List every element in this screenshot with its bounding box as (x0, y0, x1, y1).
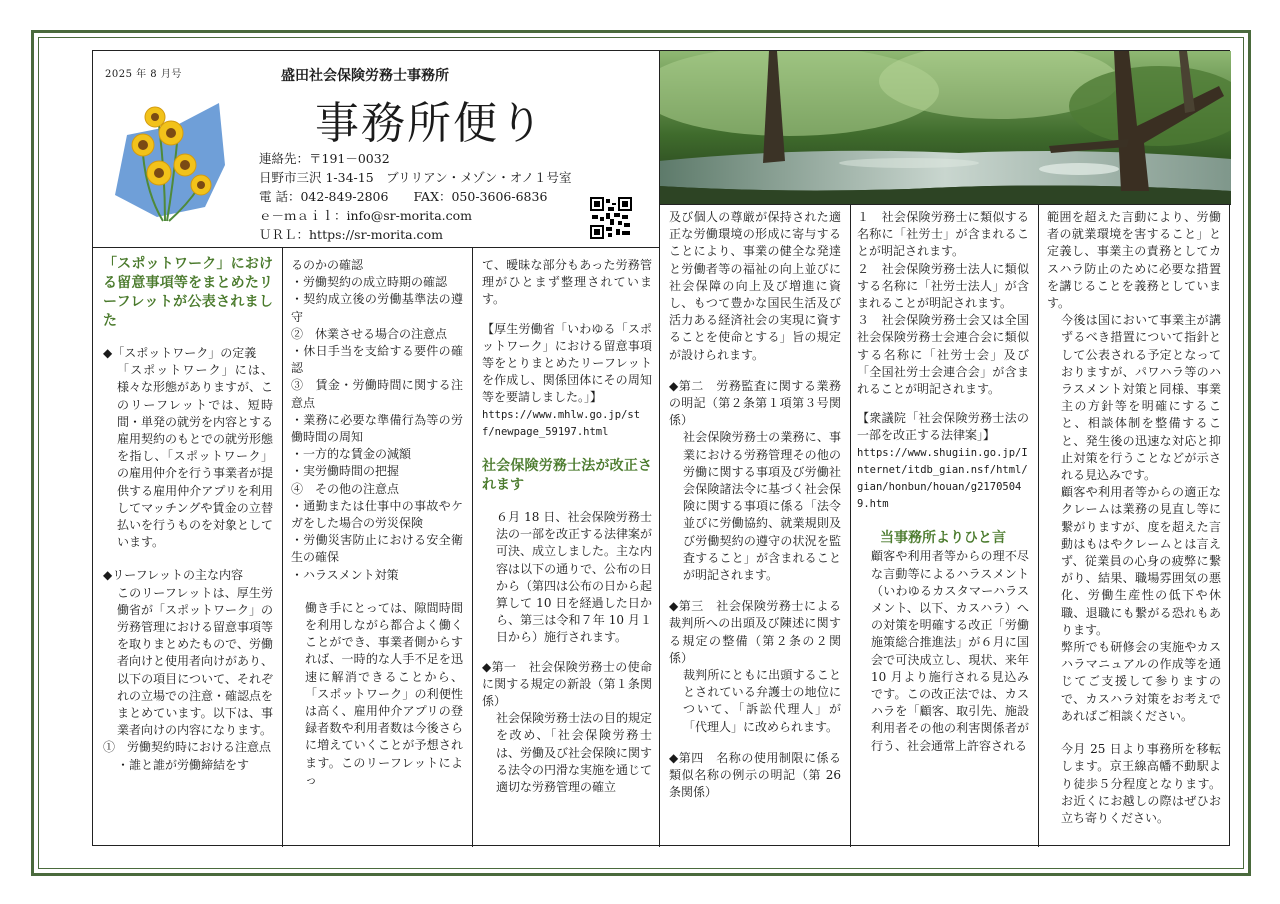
article-1-heading: ◆第一 社会保険労務士の使命に関する規定の新設（第１条関係） (482, 659, 652, 709)
contact-block (259, 149, 572, 244)
sharoushi-law-heading: 社会保険労務士法が改正されます (482, 458, 652, 494)
article-3-heading: ◆第三 社会保険労務士による裁判所への出頭及び陳述に関する規定の整備（第２条の２関係） (669, 599, 841, 665)
article-1-continued: 及び個人の尊厳が保持された適正な労働環境の形成に寄与することにより、事業の健全な発達と労働者等の福祉の向上並びに社会保障の向上及び増進に資し、もつて豊かな国民生活及び活力ある経済社会の実現に資することを使命とする」旨の規定が設けられます。 (669, 210, 841, 362)
harassment-definition-text: 範囲を超えた言動により、労働者の就業環境を害すること」と定義し、事業主の責務としてカスハラ防止のために必要な措置を講じることを義務としています。 (1047, 210, 1221, 311)
column-5 (857, 209, 1029, 843)
contact-phone-fax: 電 話：042-849-2806 FAX：050-3606-6836 (259, 189, 548, 204)
shugiin-link[interactable]: https://www.shugiin.go.jp/Internet/itdb_gian.nsf/html/gian/honbun/houan/g21705049.htm (857, 446, 1028, 511)
customer-harassment-text: 顧客や利用者等からの理不尽な言動等によるハラスメント（いわゆるカスタマーハラスメント、以下、カスハラ）への対策を明確する改正「労働施策総合推進法」が６月に国会で可決成立し、現状、来年 10 月より施行される見込みです。この改正法では、カスハラを「顧客、取引先、施設利用者その他の利害関係者が行う、社会通常上許容される (871, 549, 1029, 753)
complaint-text: 顧客や利用者等からの適正なクレームは業務の見直し等に繋がりますが、度を超えた言動はもはやクレームとは言えず、従業員の心身の疲弊に繋がり、結果、職場雰囲気の悪化、労働生産性の低下や休職、退職にも繋がる恐れもあります。 (1061, 485, 1221, 637)
contact-email[interactable]: ｅ－ｍａｉｌ：info@sr-morita.com (259, 208, 472, 223)
leaflet-contents-text: このリーフレットは、厚生労働省が「スポットワーク」の労務管理における留意事項等を取りまとめたもので、労働者向けと使用者向けがあり、以下の項目について、それぞれの立場での注意・確認点をまとめています。以下は、事業者向けの内容になります。 (117, 585, 273, 738)
column-6 (1047, 209, 1221, 843)
sunflower-illustration (107, 95, 231, 223)
checklist-line: ・労働災害防止における安全衛生の確保 (291, 533, 463, 565)
guideline-text: 今後は国において事業主が講ずるべき措置について指針として公表される予定となっておりますが、パワハラ等のハラスメント対策と同様、事業主の方針等を明確にすること、相談体制を整備すること、発生後の迅速な対応と抑止対策を行うことなどが示される見込みです。 (1061, 313, 1221, 483)
law-amendment-text: ６月 18 日、社会保険労務士法の一部を改正する法律案が可決、成立しました。主な内容は以下の通りで、公布の日から（第四は公布の日から起算して 10 日を経過した日から、第三は令和７年 10 月１日から）施行されます。 (496, 510, 652, 645)
name-restriction-item-3: ３ 社会保険労務士会又は全国社会保険労務士会連合会に類似する名称に「社労士会」及び「全国社労士会連合会」が含まれることが明記されます。 (857, 313, 1029, 397)
office-note-heading: 当事務所よりひと言 (880, 530, 1006, 547)
divider-col2 (472, 247, 473, 847)
checklist-line: ・業務に必要な準備行為等の労働時間の周知 (291, 412, 463, 445)
qr-code[interactable] (590, 197, 632, 239)
checklist-line: ・通勤または仕事中の事故やケガをした場合の労災保険 (291, 498, 463, 531)
column-4 (669, 209, 841, 843)
contact-address: 日野市三沢 1-34-15 ブリリアン・メゾン・オノ１号室 (259, 170, 572, 185)
checklist-line: ・一方的な賃金の減額 (291, 447, 412, 462)
spotwork-definition-text: 「スポットワーク」には、様々な形態がありますが、このリーフレットでは、短時間・単発の就労を内容とする雇用契約のもとでの就労形態を指し、「スポットワーク」の雇用仲介を行う事業者が提供する雇用仲介アプリを利用してマッチングや賃金の立替払いを行うものを対象としています。 (117, 363, 273, 550)
office-relocation-text: 今月 25 日より事務所を移転します。京王線高幡不動駅より徒歩５分程度となります。お近くにお越しの際はぜひお立ち寄りください。 (1061, 742, 1221, 825)
spotwork-heading: 「スポットワーク」における留意事項等をまとめたリーフレットが公表されました (103, 256, 273, 329)
forest-stream-photo (659, 51, 1231, 204)
article-2-heading: ◆第二 労務監査に関する業務の明記（第２条第１項第３号関係） (669, 378, 841, 428)
article-3-text: 裁判所にともに出頭することとされている弁護士の地位について、「訴訟代理人」が「代理人」に改められます。 (683, 668, 841, 734)
name-restriction-item-2: ２ 社会保険労務士法人に類似する名称に「社労士法人」が含まれることが明記されます。 (857, 261, 1029, 311)
spotwork-benefit-text: 働き手にとっては、隙間時間を利用しながら都合よく働くことができ、事業者側からすれば、一時的な人手不足を迅速に解消できることから、「スポットワーク」の利便性は高く、雇用仲介アプリの登録者数や利用者数は今後さらに増えていくことが予想されます。このリーフレットによっ (305, 600, 463, 787)
leaflet-contents-heading: ◆リーフレットの主な内容 (103, 568, 244, 583)
issue-date: 2025 年 8 月号 (105, 69, 182, 80)
mhlw-link[interactable]: https://www.mhlw.go.jp/stf/newpage_59197.html (482, 408, 641, 438)
divider-col1 (282, 247, 283, 847)
contact-postal: 連絡先：〒191－0032 (259, 151, 390, 166)
leaflet-item-1: ① 労働契約時における注意点 (103, 740, 272, 755)
mhlw-reference: 【厚生労働省「いわゆる「スポットワーク」における留意事項等をとりまとめたリーフレットを作成し、関係団体にその周知等を要請しました。」】 (482, 321, 652, 405)
checklist-line: ・ハラスメント対策 (291, 567, 399, 582)
article-2-text: 社会保険労務士の業務に、事業における労務管理その他の労働に関する事項及び労働社会保険諸法令に基づく社会保険に関する事項に係る「法令並びに労働協約、就業規則及び労働契約の遵守の状況を監査すること」が含まれることが明記されます。 (683, 430, 841, 583)
leaflet-summary-text: て、曖昧な部分もあった労務管理がひとまず整理されています。 (482, 258, 652, 307)
checklist-line: ④ その他の注意点 (291, 481, 400, 496)
divider-col5 (1038, 204, 1039, 847)
office-name: 盛田社会保険労務士事務所 (281, 68, 449, 84)
leaflet-item-1-sub: ・誰と誰が労働締結をす (117, 757, 250, 772)
name-restriction-item-1: １ 社会保険労務士に類似する名称に「社労士」が含まれることが明記されます。 (857, 210, 1029, 259)
checklist-line: ・実労働時間の把握 (291, 464, 400, 479)
column-1 (103, 255, 273, 843)
spotwork-definition-heading: ◆「スポットワーク」の定義 (103, 346, 257, 360)
column-2 (291, 257, 463, 843)
article-4-heading: ◆第四 名称の使用制限に係る類似名称の例示の明記（第 26 条関係） (669, 750, 841, 800)
checklist-line: ・労働契約の成立時期の確認 (291, 275, 448, 290)
divider-photo-bottom (659, 204, 1231, 205)
divider-header-bottom (93, 247, 659, 248)
article-1-text: 社会保険労務士法の目的規定を改め、「社会保険労務士は、労働及び社会保険に関する法令の円滑な実施を通じて適切な労務管理の確立 (496, 711, 652, 795)
contact-url[interactable]: ＵＲＬ：https://sr-morita.com (259, 227, 443, 242)
divider-photo-left (659, 51, 660, 847)
checklist-line: ② 休業させる場合の注意点 (291, 326, 448, 341)
checklist-line: ・契約成立後の労働基準法の遵守 (291, 292, 463, 324)
divider-col4 (850, 204, 851, 847)
checklist-line: ・休日手当を支給する要件の確認 (291, 344, 463, 376)
checklist-line: るのかの確認 (291, 258, 364, 272)
shugiin-reference: 【衆議院「社会保険労務士法の一部を改正する法律案」】 (857, 411, 1029, 443)
newsletter-sheet (92, 50, 1230, 846)
support-text: 弊所でも研修会の実施やカスハラマニュアルの作成等を通じてご支援して参りますので、カスハラ対策をお考えであればご相談ください。 (1061, 640, 1221, 723)
column-3 (482, 257, 652, 843)
newsletter-title: 事務所便り (315, 98, 545, 149)
checklist-line: ③ 賃金・労働時間に関する注意点 (291, 378, 463, 410)
